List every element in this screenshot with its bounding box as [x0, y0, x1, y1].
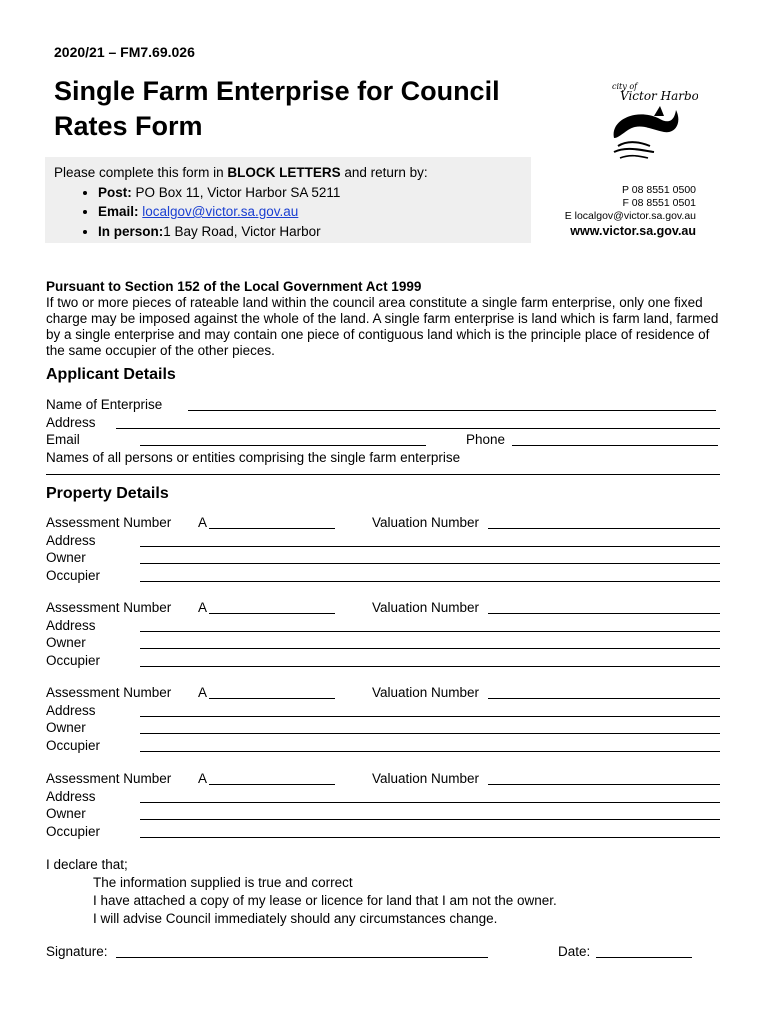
instructions-box: [45, 157, 531, 243]
post-label: Post:: [98, 184, 132, 200]
applicant-phone-field[interactable]: [512, 445, 718, 446]
occupier-field[interactable]: [140, 581, 720, 582]
owner-label: Owner: [46, 550, 86, 566]
assessment-row: [46, 515, 726, 533]
assessment-prefix: A: [198, 771, 208, 786]
person-value: 1 Bay Road, Victor Harbor: [163, 223, 321, 239]
valuation-label: Valuation Number: [372, 515, 480, 530]
contact-phone: P 08 8551 0500: [622, 184, 696, 196]
email-label: Email:: [98, 204, 139, 219]
address-label: Address: [46, 702, 96, 718]
owner-field[interactable]: [140, 563, 720, 564]
owner-row: [46, 806, 726, 824]
property-block-2: [46, 600, 726, 671]
enterprise-name-label: Name of Enterprise: [46, 397, 163, 412]
property-heading: [46, 485, 169, 503]
assessment-prefix: A: [198, 685, 208, 700]
owner-field[interactable]: [140, 819, 720, 820]
owner-row: [46, 720, 726, 738]
persons-field[interactable]: [46, 474, 720, 475]
assessment-label: Assessment Number: [46, 600, 172, 615]
title-line-2: Rates Form: [54, 111, 203, 141]
assessment-label: Assessment Number: [46, 771, 172, 786]
person-label: In person:: [98, 223, 164, 239]
property-address-field[interactable]: [140, 716, 720, 717]
form-code: 2020/21 – FM7.69.026: [54, 44, 195, 60]
persons-label: Names of all persons or entities comprising the single farm enterprise: [46, 450, 461, 466]
return-methods: [54, 183, 531, 242]
applicant-heading-text: Applicant Details: [46, 366, 176, 383]
signature-row: [46, 944, 726, 962]
assessment-prefix: A: [198, 600, 208, 615]
owner-label: Owner: [46, 806, 86, 822]
assessment-row: [46, 771, 726, 789]
property-block-3: [46, 685, 726, 756]
occupier-label: Occupier: [46, 824, 101, 840]
applicant-phone-label: Phone: [466, 432, 506, 448]
address-row: [46, 533, 726, 551]
post-value: PO Box 11, Victor Harbor SA 5211: [131, 184, 341, 200]
email-phone-row: [46, 432, 726, 450]
property-block-1: [46, 515, 726, 586]
assessment-number-field[interactable]: [209, 613, 335, 614]
address-label: Address: [46, 788, 96, 804]
page-title: [54, 74, 554, 144]
assessment-number-field[interactable]: [209, 784, 335, 785]
contact-details: [565, 184, 696, 223]
applicant-address-row: [46, 415, 726, 433]
applicant-email-label: Email: [46, 432, 80, 448]
property-address-field[interactable]: [140, 546, 720, 547]
occupier-row: [46, 653, 726, 671]
valuation-number-field[interactable]: [488, 528, 720, 529]
property-block-4: [46, 771, 726, 842]
valuation-label: Valuation Number: [372, 685, 480, 700]
valuation-number-field[interactable]: [488, 613, 720, 614]
lead-text-end: and return by:: [340, 165, 428, 180]
property-address-field[interactable]: [140, 802, 720, 803]
enterprise-name-field[interactable]: [188, 410, 716, 411]
email-link[interactable]: localgov@victor.sa.gov.au: [142, 204, 299, 219]
legislation-intro: [46, 279, 726, 359]
owner-field[interactable]: [140, 648, 720, 649]
return-email: [98, 202, 531, 222]
block-letters: BLOCK LETTERS: [227, 165, 341, 180]
title-line-1: Single Farm Enterprise for Council: [54, 76, 500, 106]
assessment-label: Assessment Number: [46, 515, 172, 530]
address-label: Address: [46, 617, 96, 633]
property-address-field[interactable]: [140, 631, 720, 632]
owner-row: [46, 635, 726, 653]
address-row: [46, 618, 726, 636]
signature-field[interactable]: [116, 957, 488, 958]
assessment-label: Assessment Number: [46, 685, 172, 700]
occupier-row: [46, 738, 726, 756]
occupier-row: [46, 824, 726, 842]
enterprise-name-row: [46, 397, 726, 415]
instructions-lead: [54, 163, 531, 183]
return-in-person: [98, 222, 531, 242]
declaration-item-1: The information supplied is true and correct: [93, 875, 353, 890]
owner-label: Owner: [46, 635, 86, 651]
applicant-address-field[interactable]: [116, 428, 720, 429]
logo-name: Victor Harbor: [620, 89, 698, 103]
occupier-label: Occupier: [46, 568, 101, 584]
owner-field[interactable]: [140, 733, 720, 734]
address-row: [46, 789, 726, 807]
applicant-email-field[interactable]: [140, 445, 426, 446]
valuation-label: Valuation Number: [372, 771, 480, 786]
whale-tail-icon: [614, 106, 679, 158]
property-heading-text: Property Details: [46, 485, 169, 502]
owner-label: Owner: [46, 720, 86, 736]
owner-row: [46, 550, 726, 568]
declaration-item-2: I have attached a copy of my lease or licence for land that I am not the owner.: [93, 893, 557, 908]
intro-body: If two or more pieces of rateable land within the council area constitute a single farm enterprise, only one fixed charge may be imposed against the whole of the land. A single farm enterprise is land which is farm land, farmed by a single enterprise and may contain one piece of contiguous land which is the principle place of residence of the same occupier of the other pieces.: [46, 295, 719, 358]
assessment-number-field[interactable]: [209, 528, 335, 529]
persons-row: [46, 450, 726, 468]
assessment-prefix: A: [198, 515, 208, 530]
return-post: [98, 183, 531, 203]
valuation-number-field[interactable]: [488, 784, 720, 785]
applicant-address-label: Address: [46, 414, 96, 430]
valuation-number-field[interactable]: [488, 698, 720, 699]
occupier-field[interactable]: [140, 837, 720, 838]
occupier-field[interactable]: [140, 751, 720, 752]
occupier-row: [46, 568, 726, 586]
address-row: [46, 703, 726, 721]
occupier-label: Occupier: [46, 738, 101, 754]
signature-line: [46, 944, 726, 962]
declaration-lead: I declare that;: [46, 857, 128, 872]
persons-line-row: [46, 468, 726, 486]
assessment-row: [46, 685, 726, 703]
date-label: Date:: [558, 944, 591, 959]
date-field[interactable]: [596, 957, 692, 958]
signature-label: Signature:: [46, 944, 108, 959]
address-label: Address: [46, 532, 96, 548]
occupier-field[interactable]: [140, 666, 720, 667]
logo-city-of: city of: [612, 82, 638, 91]
declaration: [46, 856, 557, 928]
applicant-section: [46, 397, 726, 485]
lead-text: Please complete this form in: [54, 165, 228, 180]
contact-email: E localgov@victor.sa.gov.au: [564, 210, 696, 222]
intro-heading: Pursuant to Section 152 of the Local Government Act 1999: [46, 279, 422, 294]
council-logo: [606, 80, 698, 166]
applicant-heading: [46, 366, 176, 384]
contact-fax: F 08 8551 0501: [622, 197, 696, 209]
occupier-label: Occupier: [46, 653, 101, 669]
assessment-row: [46, 600, 726, 618]
valuation-label: Valuation Number: [372, 600, 480, 615]
declaration-item-3: I will advise Council immediately should any circumstances change.: [93, 911, 498, 926]
assessment-number-field[interactable]: [209, 698, 335, 699]
contact-website[interactable]: www.victor.sa.gov.au: [570, 224, 696, 238]
